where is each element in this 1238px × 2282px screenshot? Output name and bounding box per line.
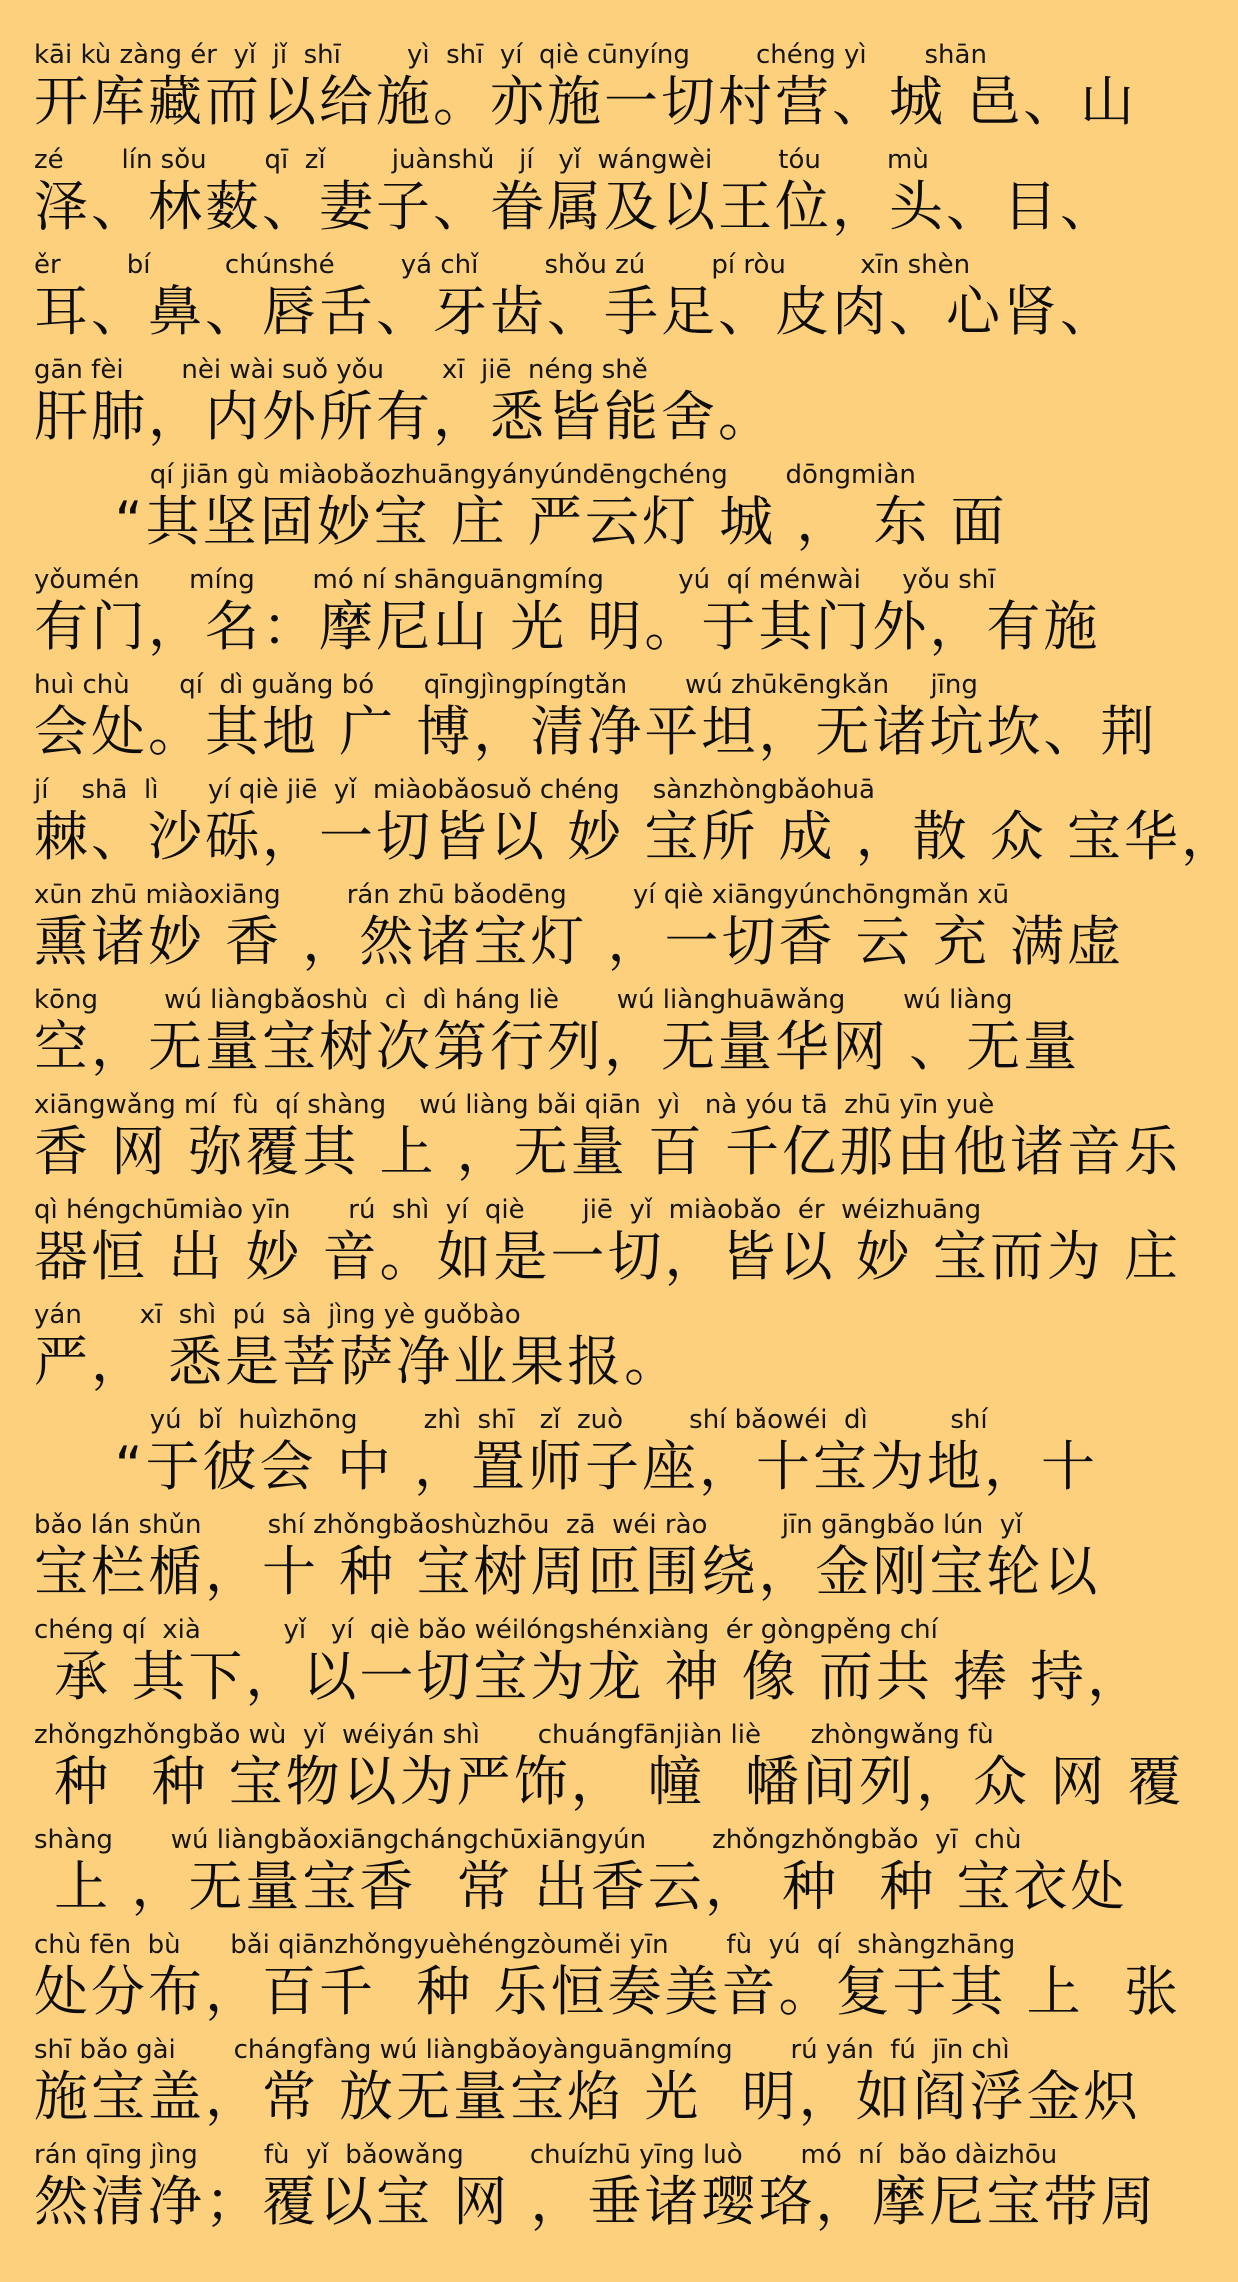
pinyin-annotation: shī bǎo gài chángfàng wú liàngbǎoyànguāngmíng rú yán fú jīn chì [34,2035,1010,2065]
chinese-text: 器恒 出 妙 音。如是一切，皆以 妙 宝而为 庄 [34,1225,1181,1288]
pinyin-annotation: bǎo lán shǔn shí zhǒngbǎoshùzhōu zā wéi rào jīn gāngbǎo lún yǐ [34,1510,1023,1540]
pinyin-annotation: ěr bí chúnshé yá chǐ shǒu zú pí ròu xīn shèn [34,250,971,280]
chinese-text: 然清净；覆以宝 网 ，垂诸璎珞，摩尼宝带周 [34,2170,1158,2233]
pinyin-annotation: rán qīng jìng fù yǐ bǎowǎng chuízhū yīng luò mó ní bǎo dàizhōu [34,2140,1058,2170]
pinyin-annotation: xūn zhū miàoxiāng rán zhū bǎodēng yí qiè xiāngyúnchōngmǎn xū [34,880,1010,910]
pinyin-annotation: zé lín sǒu qī zǐ juànshǔ jí yǐ wángwèi tóu mù [34,145,929,175]
text-line [34,2033,1141,2138]
text-line [34,668,1158,773]
chinese-text: “其坚固妙宝 庄 严云灯 城 ， 东 面 [34,490,1008,553]
chinese-text: 开库藏而以给施。亦施一切村营、城 邑、山 [34,70,1138,133]
pinyin-annotation: gān fèi nèi wài suǒ yǒu xī jiē néng shě [34,355,648,385]
text-line [34,143,1117,248]
pinyin-annotation: qí jiān gù miàobǎozhuāngyányúndēngchéng dōngmiàn [34,460,916,490]
chinese-text: 有门，名：摩尼山 光 明。于其门外，有施 [34,595,1101,658]
pinyin-annotation: xiāngwǎng mí fù qí shàng wú liàng bǎi qiān yì nà yóu tā zhū yīn yuè [34,1090,995,1120]
text-line [34,1928,1181,2033]
text-line [34,1088,1181,1193]
text-line [34,1823,1128,1928]
chinese-text: 空，无量宝树次第行列，无量华网 、无量 [34,1015,1081,1078]
pinyin-annotation: yán xī shì pú sà jìng yè guǒbào [34,1300,521,1330]
chinese-text: 熏诸妙 香 ，然诸宝灯 ，一切香 云 充 满虚 [34,910,1124,973]
chinese-text: 香 网 弥覆其 上 ，无量 百 千亿那由他诸音乐 [34,1120,1181,1183]
pinyin-annotation: kōng wú liàngbǎoshù cì dì háng liè wú liànghuāwǎng wú liàng [34,985,1013,1015]
text-line [34,458,1052,563]
chinese-text: 泽、林薮、妻子、眷属及以王位，头、目、 [34,175,1117,238]
chinese-text: “于彼会 中 ，置师子座，十宝为地，十 [34,1435,1098,1498]
text-line [34,1403,1098,1508]
text-line [34,773,1238,878]
text-line [34,878,1124,983]
text-line [34,2138,1158,2243]
chinese-text: 肝肺，内外所有，悉皆能舍。 [34,385,775,448]
text-line [34,1298,1052,1403]
chinese-text: 会处。其地 广 博，清净平坦，无诸坑坎、荆 [34,700,1158,763]
chinese-text: 宝栏楯，十 种 宝树周匝围绕，金刚宝轮以 [34,1540,1101,1603]
pinyin-annotation: qì héngchūmiào yīn rú shì yí qiè jiē yǐ miàobǎo ér wéizhuāng [34,1195,982,1225]
pinyin-annotation: zhǒngzhǒngbǎo wù yǐ wéiyán shì chuángfānjiàn liè zhòngwǎng fù [34,1720,994,1750]
text-line [34,1193,1181,1298]
chinese-text: 处分布，百千 种 乐恒奏美音。复于其 上 张 [34,1960,1181,2023]
chinese-text: 耳、鼻、唇舌、牙齿、手足、皮肉、心肾、 [34,280,1117,343]
text-line [34,38,1138,143]
chinese-text: 种 种 宝物以为严饰， 幢 幡间列，众 网 覆 [34,1750,1185,1813]
chinese-text: 承 其下，以一切宝为龙 神 像 而共 捧 持， [34,1645,1145,1708]
chinese-text: 施宝盖，常 放无量宝焰 光 明，如阎浮金炽 [34,2065,1141,2128]
pinyin-annotation: yú bǐ huìzhōng zhì shī zǐ zuò shí bǎowéi dì shí [34,1405,988,1435]
chinese-text: 严， 悉是菩萨净业果报。 [34,1330,682,1393]
text-line [34,353,1052,458]
pinyin-annotation: yǒumén míng mó ní shānguāngmíng yú qí ménwài yǒu shī [34,565,996,595]
pinyin-annotation: chéng qí xià yǐ yí qiè bǎo wéilóngshénxiàng ér gòngpěng chí [34,1615,938,1645]
text-line [34,563,1101,668]
text-line [34,1613,1145,1718]
pinyin-annotation: chù fēn bù bǎi qiānzhǒngyuèhéngzòuměi yīn fù yú qí shàngzhāng [34,1930,1016,1960]
text-line [34,983,1081,1088]
chinese-text: 上 ，无量宝香 常 出香云， 种 种 宝衣处 [34,1855,1128,1918]
chinese-text: 棘、沙砾，一切皆以 妙 宝所 成 ，散 众 宝华， [34,805,1238,868]
text-line [34,248,1117,353]
text-line [34,1718,1185,1823]
pinyin-annotation: huì chù qí dì guǎng bó qīngjìngpíngtǎn wú zhūkēngkǎn jīng [34,670,978,700]
pinyin-annotation: jí shā lì yí qiè jiē yǐ miàobǎosuǒ chéng sànzhòngbǎohuā [34,775,875,805]
text-line [34,1508,1101,1613]
pinyin-annotation: kāi kù zàng ér yǐ jǐ shī yì shī yí qiè cūnyíng chéng yì shān [34,40,987,70]
pinyin-annotation: shàng wú liàngbǎoxiāngchángchūxiāngyún zhǒngzhǒngbǎo yī chù [34,1825,1022,1855]
